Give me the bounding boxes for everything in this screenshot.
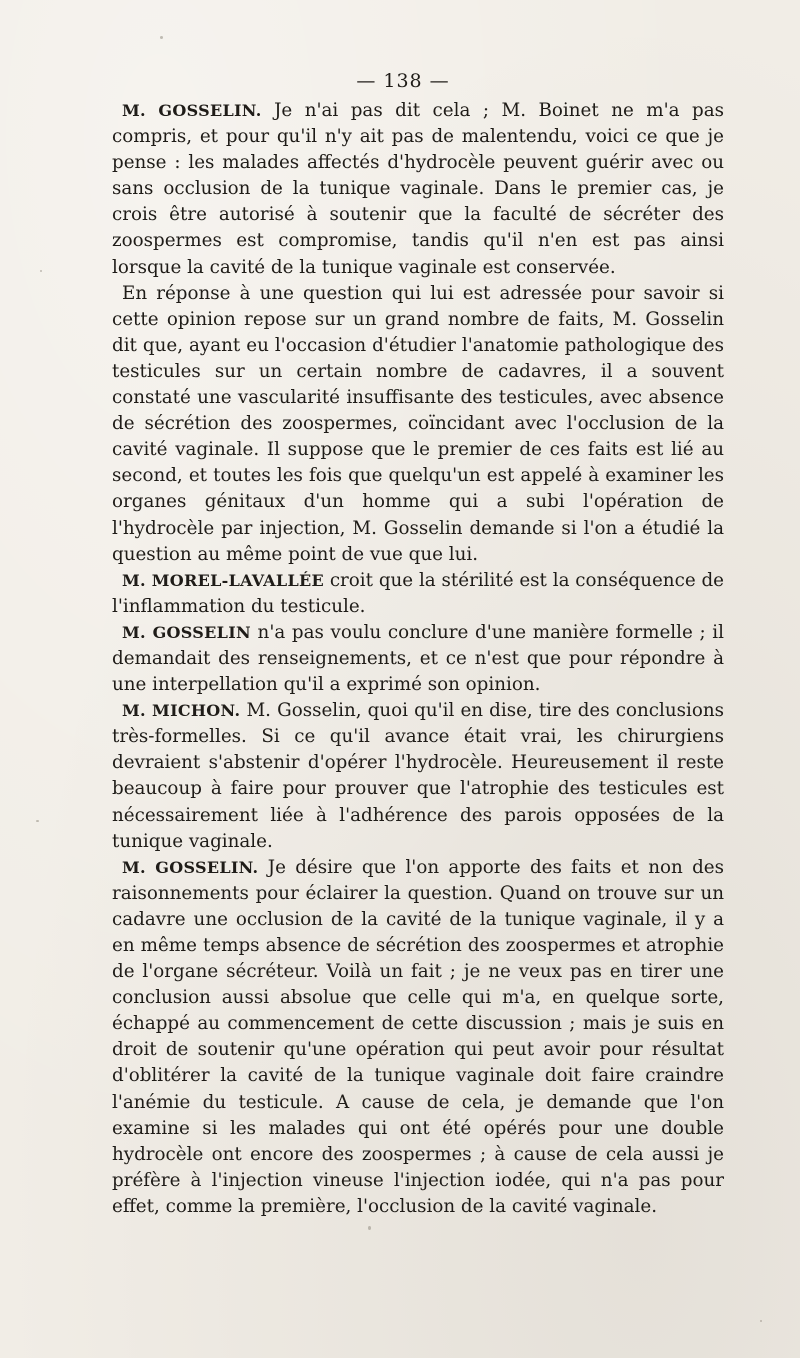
speaker-name: M. GOSSELIN.: [122, 857, 259, 877]
book-page: [112, 68, 724, 1220]
paragraph-gosselin-1: [112, 98, 724, 281]
paragraph-text: n'a pas voulu conclure d'une manière formelle ; il demandait des renseignements, et ce n'est que pour répondre à une interpellation qu'il a exprimé son opinion.: [112, 621, 724, 696]
speaker-name: M. MICHON.: [122, 701, 241, 721]
paper-speck: [160, 36, 163, 39]
paragraph-reponse: [112, 281, 724, 568]
paper-speck: [760, 1320, 762, 1322]
paper-speck: [40, 270, 42, 272]
paragraph-gosselin-3: [112, 855, 724, 1220]
page-text: [112, 98, 724, 1220]
paragraph-morel-lavallee: [112, 568, 724, 620]
speaker-name: M. MOREL-LAVALLÉE: [122, 570, 324, 590]
paper-speck: [36, 820, 39, 822]
page-number: — 138 —: [356, 70, 450, 92]
paragraph-text: Je n'ai pas dit cela ; M. Boinet ne m'a pas compris, et pour qu'il n'y ait pas de malentendu, voici ce que je pense : les malades affectés d'hydrocèle peuvent guérir avec ou sans occlusion de la tunique vaginale. Dans le premier cas, je crois être autorisé à soutenir que la faculté de sécréter des zoospermes est compromise, tandis qu'il n'en est pas ainsi lorsque la cavité de la tunique vaginale est conservée.: [112, 100, 724, 278]
speaker-name: M. GOSSELIN.: [122, 101, 262, 120]
paragraph-text: Je désire que l'on apporte des faits et non des raisonnements pour éclairer la question. Quand on trouve sur un cadavre une occlusion de la cavité de la tunique vaginale, il y a en même temps absence de sécrétion des zoospermes et atrophie de l'organe sécréteur. Voilà un fait ; je ne veux pas en tirer une conclusion aussi absolue que celle qui m'a, en quelque sorte, échappé au commencement de cette discussion ; mais je suis en droit de soutenir qu'une opération qui peut avoir pour résultat d'oblitérer la cavité de la tunique vaginale doit faire craindre l'anémie du testicule. A cause de cela, je demande que l'on examine si les malades qui ont été opérés pour une double hydrocèle ont encore des zoospermes ; à cause de cela aussi je préfère à l'injection vineuse l'injection iodée, qui n'a pas pour effet, comme la première, l'occlusion de la cavité vaginale.: [112, 856, 724, 1217]
paper-speck: [368, 1226, 371, 1230]
paragraph-text: En réponse à une question qui lui est adressée pour savoir si cette opinion repose sur un grand nombre de faits, M. Gosselin dit que, ayant eu l'occasion d'étudier l'anatomie pathologique des testicules sur un certain nombre de cadavres, il a souvent constaté une vascularité insuffisante des testicules, avec absence de sécrétion des zoospermes, coïncidant avec l'occlusion de la cavité vaginale. Il suppose que le premier de ces faits est lié au second, et toutes les fois que quelqu'un est appelé à examiner les organes génitaux d'un homme qui a subi l'opération de l'hydrocèle par injection, M. Gosselin demande si l'on a étudié la question au même point de vue que lui.: [112, 282, 724, 565]
paragraph-gosselin-2: [112, 620, 724, 698]
speaker-name: M. GOSSELIN: [122, 622, 251, 642]
paragraph-text: croit que la stérilité est la conséquence de l'inflammation du testicule.: [112, 569, 724, 617]
paragraph-michon: [112, 698, 724, 855]
paragraph-text: M. Gosselin, quoi qu'il en dise, tire des conclusions très-formelles. Si ce qu'il avance était vrai, les chirurgiens devraient s'abstenir d'opérer l'hydrocèle. Heureusement il reste beaucoup à faire pour prouver que l'atrophie des testicules est nécessairement liée à l'adhérence des parois opposées de la tunique vaginale.: [112, 700, 724, 852]
